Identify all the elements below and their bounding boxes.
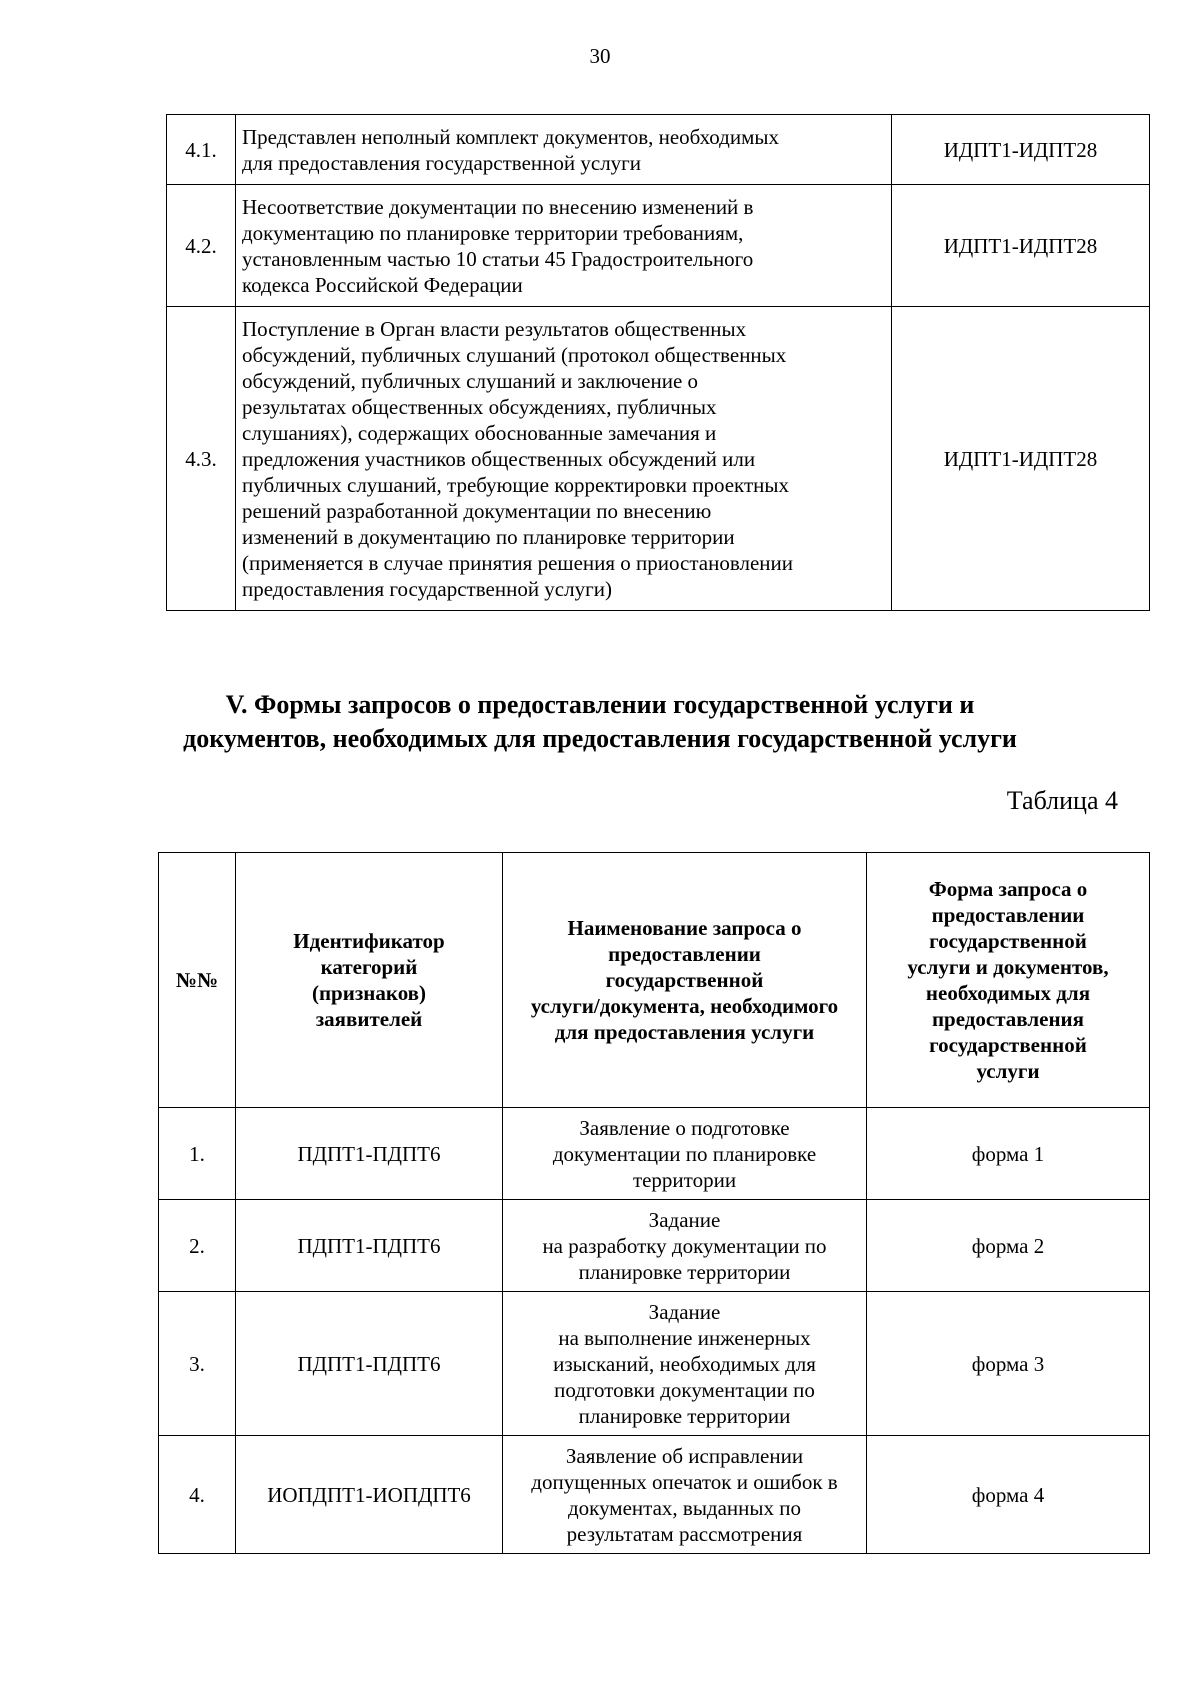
row-code: ИДПТ1-ИДПТ28 [892, 307, 1150, 611]
forms-table [158, 852, 1150, 1554]
table-header-row [159, 853, 1150, 1108]
cell-line: Заявление об исправлении [565, 1443, 804, 1468]
cell-line: результатах общественных обсуждениях, публичных [242, 394, 717, 419]
row-code: ИДПТ1-ИДПТ28 [892, 115, 1150, 185]
row-number: 4.2. [167, 185, 236, 307]
row-number: 4. [159, 1436, 236, 1554]
cell-line: услуги и документов, [907, 955, 1109, 979]
cell-line: услуги/документа, необходимого [530, 994, 839, 1018]
table-row [159, 1292, 1150, 1436]
section-title-line: V. Формы запросов о предоставлении государственной услуги и [225, 690, 975, 719]
cell-line: документации по планировке [552, 1141, 817, 1166]
cell-line: Задание [648, 1207, 721, 1232]
cell-line: (применяется в случае принятия решения о приостановлении [242, 550, 793, 575]
table-row [167, 307, 1150, 611]
cell-line: для предоставления услуги [554, 1020, 815, 1044]
cell-line: Представлен неполный комплект документов, необходимых [242, 124, 779, 149]
table-row [159, 1436, 1150, 1554]
cell-line: подготовки документации по [554, 1377, 815, 1402]
table-caption: Таблица 4 [1006, 786, 1118, 815]
cell-line: Идентификатор [293, 929, 445, 953]
row-code: ИДПТ1-ИДПТ28 [892, 185, 1150, 307]
row-request-name [503, 1292, 867, 1436]
cell-line: предоставлении [608, 942, 761, 966]
header-identifier [236, 853, 503, 1108]
cell-line: необходимых для [925, 981, 1091, 1005]
cell-line: публичных слушаний, требующие корректировки проектных [242, 472, 789, 497]
cell-line: изменений в документацию по планировке территории [242, 524, 735, 549]
cell-line: планировке территории [578, 1403, 791, 1428]
cell-line: Заявление о подготовке [579, 1115, 790, 1140]
row-number: 4.3. [167, 307, 236, 611]
cell-line: документацию по планировке территории требованиям, [242, 220, 744, 245]
table-row [159, 1108, 1150, 1200]
row-identifier: ПДПТ1-ПДПТ6 [236, 1200, 503, 1292]
grounds-table [166, 114, 1150, 611]
cell-line: (признаков) [311, 981, 427, 1005]
cell-line: слушаниях), содержащих обоснованные замечания и [242, 420, 717, 445]
cell-line: обсуждений, публичных слушаний (протокол общественных [242, 342, 787, 367]
row-identifier: ИОПДПТ1-ИОПДПТ6 [236, 1436, 503, 1554]
cell-line: обсуждений, публичных слушаний и заключение о [242, 368, 699, 393]
cell-line: предоставлении [931, 903, 1085, 927]
section-title [0, 688, 1200, 756]
cell-line: планировке территории [578, 1259, 791, 1284]
table-row [159, 1200, 1150, 1292]
page-number: 30 [589, 44, 611, 68]
row-request-name [503, 1200, 867, 1292]
cell-line: предоставления государственной услуги) [242, 576, 612, 601]
cell-line: государственной [605, 968, 764, 992]
cell-line: кодекса Российской Федерации [242, 272, 523, 297]
cell-line: услуги [976, 1059, 1040, 1083]
cell-line: №№ [175, 968, 219, 992]
cell-line: на выполнение инженерных [558, 1325, 811, 1350]
cell-line: документах, выданных по [567, 1495, 802, 1520]
cell-line: установленным частью 10 статьи 45 Градостроительного [242, 246, 754, 271]
cell-line: предложения участников общественных обсуждений или [242, 446, 756, 471]
row-form: форма 4 [867, 1436, 1150, 1554]
cell-line: Поступление в Орган власти результатов общественных [242, 316, 747, 341]
cell-line: государственной [929, 929, 1087, 953]
row-identifier: ПДПТ1-ПДПТ6 [236, 1108, 503, 1200]
row-number: 3. [159, 1292, 236, 1436]
header-request-name [503, 853, 867, 1108]
cell-line: изысканий, необходимых для [553, 1351, 816, 1376]
row-number: 1. [159, 1108, 236, 1200]
cell-line: решений разработанной документации по внесению [242, 498, 712, 523]
cell-line: территории [632, 1167, 737, 1192]
cell-line: предоставления [931, 1007, 1085, 1031]
row-number: 4.1. [167, 115, 236, 185]
cell-line: Несоответствие документации по внесению изменений в [242, 194, 754, 219]
cell-line: допущенных опечаток и ошибок в [531, 1469, 838, 1494]
cell-line: для предоставления государственной услуги [242, 150, 642, 175]
header-request-form [867, 853, 1150, 1108]
row-number: 2. [159, 1200, 236, 1292]
cell-line: категорий [320, 955, 418, 979]
row-request-name [503, 1436, 867, 1554]
cell-line: государственной [929, 1033, 1087, 1057]
table-row [167, 185, 1150, 307]
row-description [236, 307, 892, 611]
row-description [236, 185, 892, 307]
section-title-line: документов, необходимых для предоставления государственной услуги [183, 724, 1017, 753]
cell-line: на разработку документации по [542, 1233, 827, 1258]
cell-line: Наименование запроса о [567, 916, 802, 940]
row-form: форма 1 [867, 1108, 1150, 1200]
row-description [236, 115, 892, 185]
table-row [167, 115, 1150, 185]
row-form: форма 2 [867, 1200, 1150, 1292]
cell-line: Форма запроса о [928, 877, 1088, 901]
row-form: форма 3 [867, 1292, 1150, 1436]
header-number [159, 853, 236, 1108]
cell-line: заявителей [315, 1007, 423, 1031]
cell-line: результатам рассмотрения [566, 1521, 803, 1546]
row-request-name [503, 1108, 867, 1200]
row-identifier: ПДПТ1-ПДПТ6 [236, 1292, 503, 1436]
cell-line: Задание [648, 1299, 721, 1324]
